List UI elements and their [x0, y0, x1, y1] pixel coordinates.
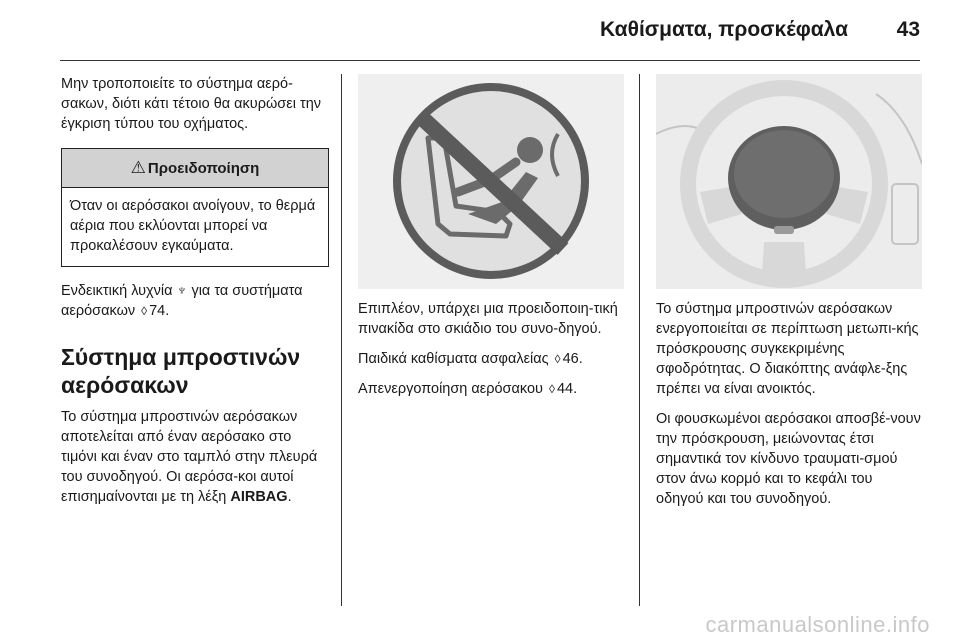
column-right [656, 74, 922, 509]
deactivation-suffix: . [573, 381, 578, 397]
warning-text: Όταν οι αερόσακοι ανοίγουν, το θερμά αέρια που εκλύονται μπορεί να προκαλέσουν εγκαύματα. [70, 198, 316, 254]
child-seats-text: Παιδικά καθίσματα ασφαλείας [358, 351, 553, 367]
column-left [61, 74, 329, 507]
section-text: Το σύστημα μπροστινών αερόσακων αποτελείται από έναν αερόσακο στο τιμόνι και έναν στο ταμπλό στην πλευρά του συνοδηγού. Οι αερόσα-κοι αυτοί επισημαίνονται με τη λέξη [61, 409, 318, 505]
inflated-airbags-paragraph: Οι φουσκωμένοι αερόσακοι αποσβέ-νουν την πρόσκρουση, μειώνοντας έτσι σημαντικά τον κίνδυνο τραυματι-σμού στον άνω κορμό και το κεφάλι του οδηγού και του συνοδηγού. [656, 411, 921, 507]
column-middle [358, 74, 624, 399]
column-divider-left [341, 74, 342, 606]
warning-header [62, 149, 328, 188]
warning-triangle-icon: ⚠ [130, 158, 146, 177]
column-divider-right [639, 74, 640, 606]
warning-label-paragraph: Επιπλέον, υπάρχει μια προειδοποιη-τική πινακίδα στο σκιάδιο του συνο-δηγού. [358, 301, 618, 337]
activation-paragraph: Το σύστημα μπροστινών αερόσακων ενεργοποιείται σε περίπτωση μετωπι-κής πρόσκρουσης συγκεκριμένης σφοδρότητας. Ο διακόπτης ανάφλε-ξης πρέπει να είναι ανοικτός. [656, 301, 919, 397]
airbag-keyword: AIRBAG [230, 489, 288, 505]
steering-wheel-airbag-icon [656, 74, 922, 289]
child-seats-suffix: . [578, 351, 583, 367]
indicator-text: Ενδεικτική λυχνία [61, 283, 177, 299]
page-number: 43 [896, 18, 920, 41]
airbag-deactivation-reference [358, 379, 624, 399]
page-ref-46[interactable]: 46 [562, 351, 579, 367]
section-paragraph [61, 407, 329, 507]
child-seats-reference [358, 349, 624, 369]
intro-paragraph: Μην τροποποιείτε το σύστημα αερό-σακων, διότι κάτι τέτοιο θα ακυρώσει την έγκριση τύπου του οχήματος. [61, 76, 322, 132]
steering-wheel-figure [656, 74, 922, 289]
page-ref-44[interactable]: 44 [556, 381, 574, 397]
watermark: carmanualsonline.info [705, 612, 930, 637]
indicator-paragraph: Ενδεικτική λυχνία ♆ για τα συστήματα αερόσακων ◊ 74. [61, 283, 303, 319]
airbag-lamp-icon: ♆ [176, 283, 188, 299]
no-rear-facing-child-seat-figure [358, 74, 624, 289]
no-rear-facing-child-seat-icon [358, 74, 624, 289]
page-ref-74[interactable]: 74 [149, 303, 166, 319]
header-rule [60, 60, 920, 61]
indicator-text-after: για τα συστήματα αερόσακων [61, 283, 303, 319]
page-reference-icon: ◊ [554, 352, 561, 366]
deactivation-text: Απενεργοποίηση αερόσακου [358, 381, 547, 397]
warning-title: Προειδοποίηση [147, 160, 260, 177]
section-text-end: . [287, 489, 292, 505]
page-reference-icon: ◊ [549, 382, 555, 396]
section-title: Σύστημα μπροστινών αερόσακων [61, 344, 301, 398]
warning-box [61, 148, 329, 267]
section-header-title: Καθίσματα, προσκέφαλα [600, 18, 848, 41]
page-reference-icon: ◊ [141, 304, 148, 318]
